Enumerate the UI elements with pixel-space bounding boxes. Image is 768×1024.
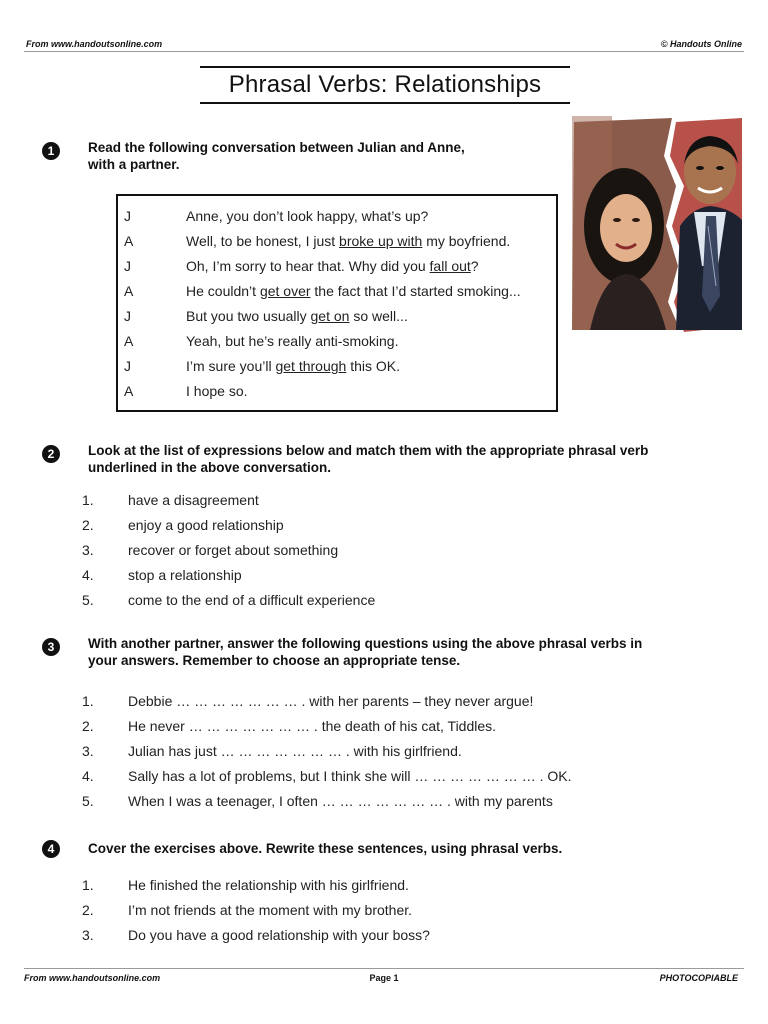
speaker-label: A (124, 233, 134, 249)
section1-bullet: 1 (42, 142, 60, 160)
item-number: 1. (82, 693, 94, 709)
section3-instruction-line1: With another partner, answer the following questions using the above phrasal verbs in (88, 636, 643, 651)
speaker-label: A (124, 333, 134, 349)
item-text: stop a relationship (128, 567, 242, 583)
item-text: come to the end of a difficult experience (128, 592, 376, 608)
line-text: He couldn’t (186, 283, 260, 299)
phrasal-verb-underlined: get through (275, 358, 347, 374)
line-text: the fact that I’d started smoking... (310, 283, 521, 299)
header-source: From www.handoutsonline.com (26, 39, 163, 49)
section1-instruction-line2: with a partner. (88, 157, 180, 172)
item-text: Sally has a lot of problems, but I think she will … … … … … … … . OK. (128, 768, 572, 784)
footer-page-number: Page 1 (369, 973, 399, 983)
phrasal-verb-underlined: fall out (429, 258, 471, 274)
conversation-box (116, 194, 558, 412)
item-number: 4. (82, 567, 94, 583)
phrasal-verb-underlined: get over (259, 283, 311, 299)
item-text: When I was a teenager, I often … … … … … … … . with my parents (128, 793, 553, 809)
footer-photocopiable: PHOTOCOPIABLE (659, 973, 738, 983)
footer-divider (24, 968, 744, 969)
item-number: 1. (82, 877, 94, 893)
item-text: I’m not friends at the moment with my brother. (128, 902, 413, 918)
line-text: my boyfriend. (422, 233, 511, 249)
item-number: 3. (82, 542, 94, 558)
section3-bullet: 3 (42, 638, 60, 656)
speaker-label: J (124, 258, 131, 274)
line-text: But you two usually (186, 308, 311, 324)
line-text: ? (470, 258, 479, 274)
item-number: 1. (82, 492, 94, 508)
header-divider (24, 51, 744, 52)
item-text: He finished the relationship with his girlfriend. (128, 877, 409, 893)
line-text: I hope so. (186, 383, 248, 399)
footer-source: From www.handoutsonline.com (24, 973, 161, 983)
line-text: Yeah, but he’s really anti-smoking. (186, 333, 399, 349)
item-number: 5. (82, 592, 94, 608)
item-number: 2. (82, 902, 94, 918)
line-text: this OK. (346, 358, 400, 374)
item-text: Debbie … … … … … … … . with her parents – they never argue! (128, 693, 534, 709)
couple-photo (572, 116, 744, 334)
item-text: He never … … … … … … … . the death of his cat, Tiddles. (128, 718, 497, 734)
item-text: Julian has just … … … … … … … . with his girlfriend. (128, 743, 462, 759)
section3-instruction-line2: your answers. Remember to choose an appropriate tense. (88, 653, 461, 668)
speaker-label: J (124, 208, 131, 224)
item-number: 4. (82, 768, 94, 784)
section4-bullet: 4 (42, 840, 60, 858)
phrasal-verb-underlined: get on (310, 308, 350, 324)
speaker-label: J (124, 358, 131, 374)
section2-bullet: 2 (42, 445, 60, 463)
item-number: 3. (82, 927, 94, 943)
line-text: Well, to be honest, I just (186, 233, 340, 249)
item-text: enjoy a good relationship (128, 517, 284, 533)
couple-photo-image (572, 116, 744, 334)
line-text: I’m sure you’ll (186, 358, 276, 374)
item-number: 3. (82, 743, 94, 759)
item-number: 2. (82, 718, 94, 734)
item-text: recover or forget about something (128, 542, 339, 558)
item-text: have a disagreement (128, 492, 259, 508)
speaker-label: A (124, 283, 134, 299)
page-title: Phrasal Verbs: Relationships (200, 66, 570, 104)
item-number: 5. (82, 793, 94, 809)
speaker-label: J (124, 308, 131, 324)
line-text: so well... (349, 308, 408, 324)
section2-instruction-line1: Look at the list of expressions below and match them with the appropriate phrasal verb (88, 443, 649, 458)
header-copyright: © Handouts Online (660, 39, 742, 49)
line-text: Oh, I’m sorry to hear that. Why did you (186, 258, 430, 274)
section2-instruction-line2: underlined in the above conversation. (88, 460, 332, 475)
item-text: Do you have a good relationship with your boss? (128, 927, 430, 943)
phrasal-verb-underlined: broke up with (339, 233, 423, 249)
section1-instruction-line1: Read the following conversation between Julian and Anne, (88, 140, 465, 155)
section4-instruction-line1: Cover the exercises above. Rewrite these sentences, using phrasal verbs. (88, 841, 563, 856)
line-text: Anne, you don’t look happy, what’s up? (186, 208, 429, 224)
speaker-label: A (124, 383, 134, 399)
item-number: 2. (82, 517, 94, 533)
